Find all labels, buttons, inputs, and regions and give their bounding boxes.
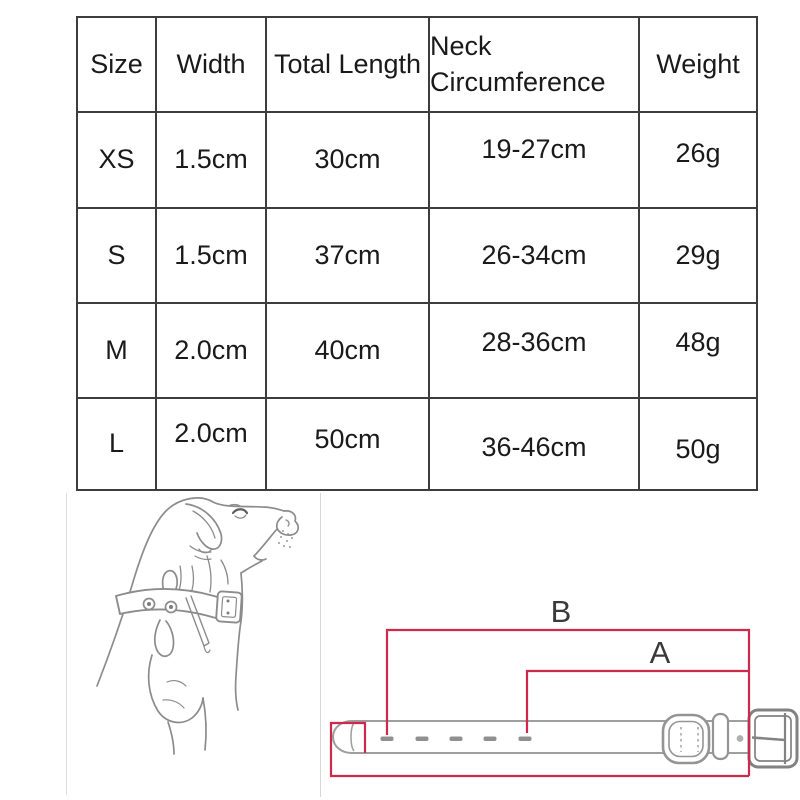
column-header-size: Size: [77, 17, 156, 112]
cell-width: 2.0cm: [156, 398, 266, 490]
column-header-weight: Weight: [639, 17, 757, 112]
cell-weight: 50g: [639, 398, 757, 490]
size-chart-table: [76, 16, 758, 491]
cell-width: 2.0cm: [156, 303, 266, 398]
cell-weight: 48g: [639, 303, 757, 398]
cell-neck-circumference: 28-36cm: [429, 303, 639, 398]
collar-buckle: [749, 710, 797, 767]
cell-total-length: 37cm: [266, 208, 429, 303]
cell-width: 1.5cm: [156, 112, 266, 208]
table-row: [77, 398, 757, 490]
cell-neck-circumference: 36-46cm: [429, 398, 639, 490]
collar-length-diagram: [325, 595, 800, 800]
cell-size: L: [77, 398, 156, 490]
table-row: [77, 303, 757, 398]
table-header-row: [77, 17, 757, 112]
column-header-width: Width: [156, 17, 266, 112]
cell-total-length: 30cm: [266, 112, 429, 208]
cell-weight: 26g: [639, 112, 757, 208]
cell-width: 1.5cm: [156, 208, 266, 303]
dog-collar-fitting-sketch: [60, 490, 332, 800]
column-header-total-length: Total Length: [266, 17, 429, 112]
table-row: [77, 208, 757, 303]
cell-size: M: [77, 303, 156, 398]
table-row: [77, 112, 757, 208]
label-B: B: [550, 595, 572, 629]
cell-weight: 29g: [639, 208, 757, 303]
cell-total-length: 50cm: [266, 398, 429, 490]
cell-total-length: 40cm: [266, 303, 429, 398]
cell-size: XS: [77, 112, 156, 208]
cell-neck-circumference: 26-34cm: [429, 208, 639, 303]
label-A: A: [649, 635, 671, 670]
column-header-neck-circumference: Neck Circumference: [429, 17, 639, 112]
cell-size: S: [77, 208, 156, 303]
cell-neck-circumference: 19-27cm: [429, 112, 639, 208]
